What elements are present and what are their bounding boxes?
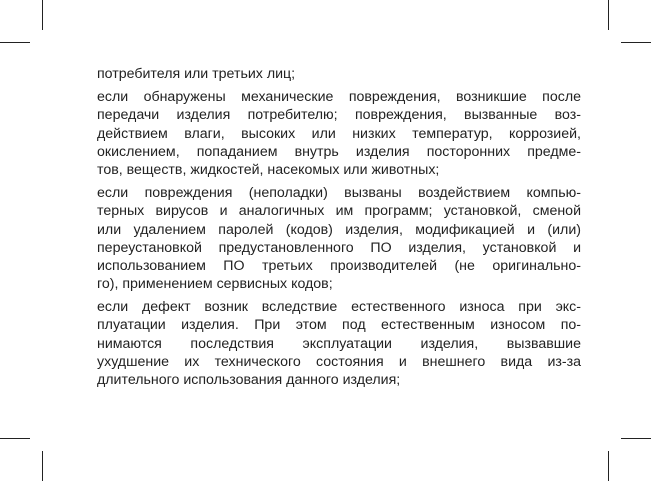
- text-line: тов, веществ, жидкостей, насекомых или животных;: [97, 161, 440, 178]
- paragraph-natural-wear: [97, 298, 581, 389]
- crop-mark-top-left-vertical: [42, 0, 43, 30]
- crop-mark-top-left-horizontal: [0, 42, 30, 43]
- text-line: использованием ПО третьих производителей (не оригинально-: [97, 257, 581, 274]
- text-line: терных вирусов и аналогичных им программ; установкой, сменой: [97, 203, 581, 220]
- crop-mark-bottom-left-horizontal: [0, 438, 30, 439]
- crop-mark-top-right-horizontal: [621, 42, 651, 43]
- document-body: [97, 65, 581, 394]
- text-line: нимаются последствия эксплуатации изделия, вызвавшие: [97, 335, 581, 352]
- text-line: го), применением сервисных кодов;: [97, 276, 333, 293]
- paragraph-consumer-continuation: [97, 65, 581, 83]
- text-line: действием влаги, высоких или низких температур, коррозией,: [97, 125, 581, 142]
- text-line: передачи изделия потребителю; повреждения, вызванные воз-: [97, 107, 581, 124]
- text-line: плуатации изделия. При этом под естественным износом по-: [97, 317, 581, 334]
- crop-mark-bottom-right-horizontal: [621, 438, 651, 439]
- text-line: если повреждения (неполадки) вызваны воздействием компью-: [97, 185, 581, 202]
- crop-mark-bottom-left-vertical: [42, 451, 43, 481]
- text-line: переустановкой предустановленного ПО изделия, установкой и: [97, 239, 581, 256]
- paragraph-mechanical-damage: [97, 88, 581, 179]
- text-line: окислением, попаданием внутрь изделия посторонних предме-: [97, 143, 581, 160]
- text-line: ухудшение их технического состояния и внешнего вида из-за: [97, 353, 581, 370]
- crop-mark-top-right-vertical: [608, 0, 609, 30]
- crop-mark-bottom-right-vertical: [608, 451, 609, 481]
- text-line: потребителя или третьих лиц;: [97, 66, 296, 82]
- text-line: длительного использования данного изделия;: [97, 372, 401, 388]
- text-line: если дефект возник вследствие естественного износа при экс-: [97, 299, 581, 316]
- text-line: если обнаружены механические повреждения, возникшие после: [97, 89, 581, 106]
- paragraph-software-damage: [97, 184, 581, 293]
- text-line: или удалением паролей (кодов) изделия, модификацией и (или): [97, 221, 581, 238]
